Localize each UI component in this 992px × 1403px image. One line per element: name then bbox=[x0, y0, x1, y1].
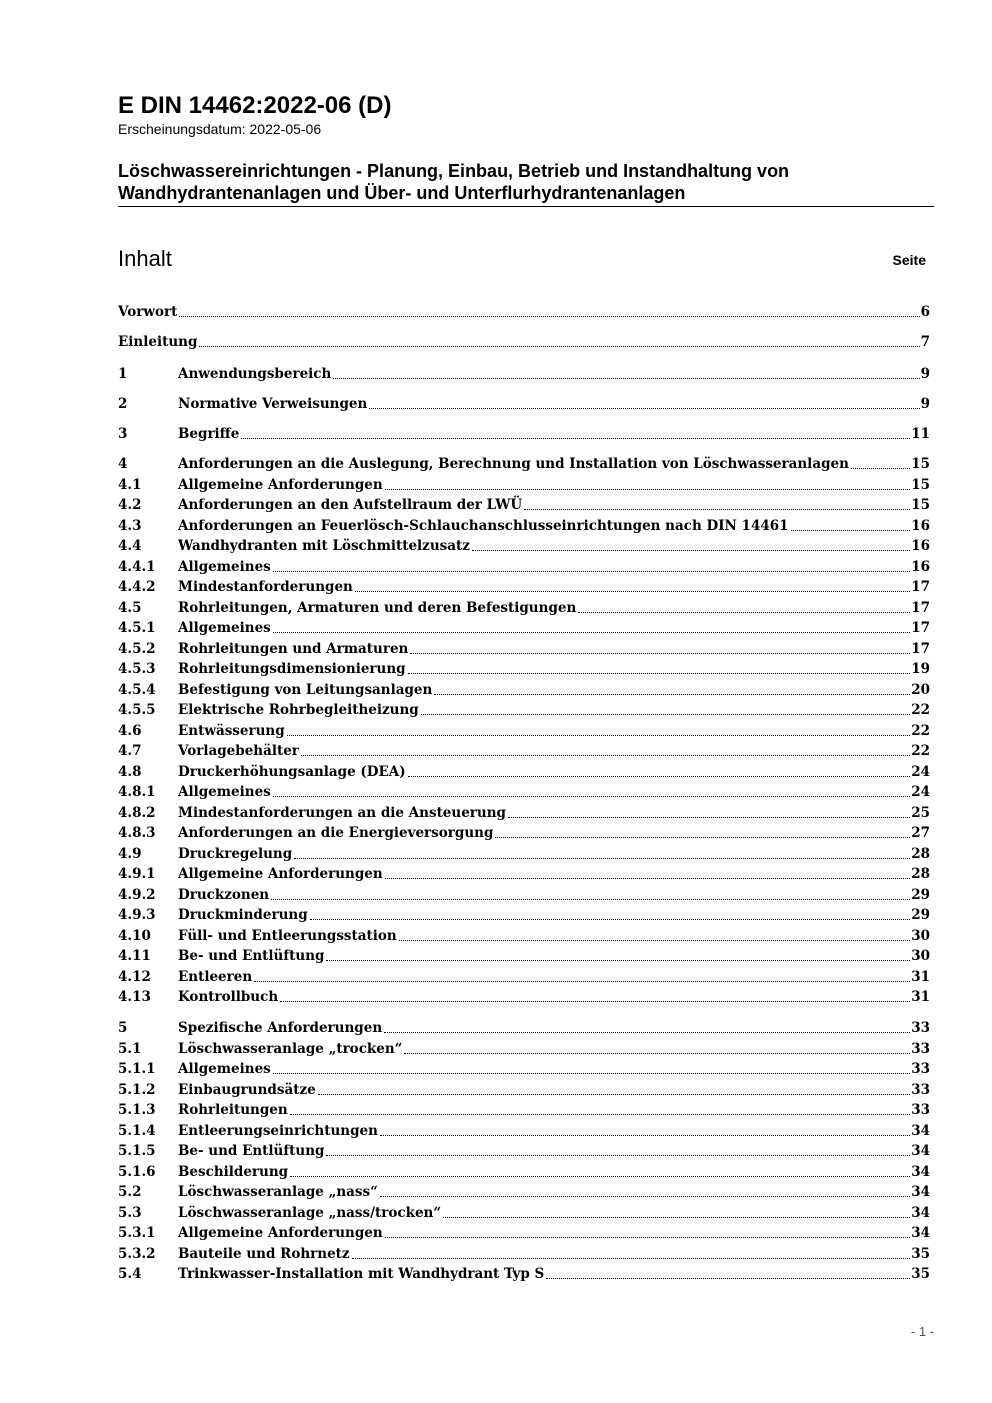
toc-entry-number: 4.9.3 bbox=[118, 907, 156, 923]
document-title-line-1: Löschwassereinrichtungen - Planung, Einbau, Betrieb und Instandhaltung von bbox=[118, 161, 790, 181]
toc-entry[interactable] bbox=[118, 987, 930, 1007]
toc-entry-number: 4.4.1 bbox=[118, 559, 156, 575]
toc-entry-number: 4.1 bbox=[118, 477, 142, 493]
toc-entry-page: 16 bbox=[911, 559, 930, 575]
toc-entry-number: 4.10 bbox=[118, 928, 151, 944]
toc-entry-page: 16 bbox=[911, 538, 930, 554]
toc-entry-title: Vorwort bbox=[118, 304, 178, 320]
toc-entry-title: Mindestanforderungen an die Ansteuerung bbox=[178, 805, 506, 821]
toc-entry-title: Rohrleitungsdimensionierung bbox=[178, 661, 406, 677]
toc-dot-leader bbox=[287, 735, 911, 736]
toc-entry-title: Anforderungen an den Aufstellraum der LWÜ bbox=[178, 497, 523, 513]
toc-entry[interactable] bbox=[118, 424, 930, 444]
toc-entry-number: 4 bbox=[118, 456, 128, 472]
toc-entry-number: 4.5.4 bbox=[118, 682, 156, 698]
toc-entry-title: Vorlagebehälter bbox=[178, 743, 299, 759]
toc-entry[interactable] bbox=[118, 364, 930, 384]
toc-entry-title: Anwendungsbereich bbox=[178, 366, 332, 382]
toc-entry-page: 34 bbox=[911, 1205, 930, 1221]
toc-entry[interactable] bbox=[118, 302, 930, 322]
toc-entry[interactable] bbox=[118, 905, 930, 925]
toc-entry-page: 34 bbox=[911, 1225, 930, 1241]
toc-entry-page: 17 bbox=[911, 600, 930, 616]
toc-entry[interactable] bbox=[118, 1264, 930, 1284]
toc-entry-title: Be- und Entlüftung bbox=[178, 948, 325, 964]
toc-dot-leader bbox=[421, 714, 910, 715]
toc-entry-title: Druckzonen bbox=[178, 887, 270, 903]
toc-entry-number: 5.1.5 bbox=[118, 1143, 156, 1159]
toc-entry[interactable] bbox=[118, 946, 930, 966]
footer-page-number: - 1 - bbox=[910, 1324, 934, 1339]
toc-entry-number: 4.5.1 bbox=[118, 620, 156, 636]
toc-entry[interactable] bbox=[118, 1223, 930, 1243]
toc-dot-leader bbox=[179, 316, 919, 317]
toc-dot-leader bbox=[290, 1176, 910, 1177]
toc-entry[interactable] bbox=[118, 741, 930, 761]
toc-entry-title: Be- und Entlüftung bbox=[178, 1143, 325, 1159]
document-title-line-2: Wandhydrantenanlagen und Über- und Unterflurhydrantenanlagen bbox=[118, 183, 686, 203]
toc-heading: Inhalt bbox=[118, 246, 172, 271]
toc-entry-title: Rohrleitungen und Armaturen bbox=[178, 641, 409, 657]
toc-entry-page: 34 bbox=[911, 1184, 930, 1200]
toc-entry[interactable] bbox=[118, 967, 930, 987]
toc-entry-number: 4.9 bbox=[118, 846, 142, 862]
toc-dot-leader bbox=[434, 694, 910, 695]
toc-entry[interactable] bbox=[118, 1100, 930, 1120]
publication-date: Erscheinungsdatum: 2022-05-06 bbox=[118, 121, 322, 137]
toc-entry[interactable] bbox=[118, 721, 930, 741]
toc-entry[interactable] bbox=[118, 1080, 930, 1100]
toc-dot-leader bbox=[851, 468, 910, 469]
toc-entry[interactable] bbox=[118, 557, 930, 577]
toc-entry-number: 4.9.1 bbox=[118, 866, 156, 882]
toc-entry-page: 17 bbox=[911, 579, 930, 595]
toc-entry-title: Füll- und Entleerungsstation bbox=[178, 928, 397, 944]
toc-entry-number: 1 bbox=[118, 366, 128, 382]
toc-entry-page: 30 bbox=[911, 948, 930, 964]
toc-entry-page: 22 bbox=[911, 702, 930, 718]
toc-dot-leader bbox=[352, 1258, 911, 1259]
toc-entry[interactable] bbox=[118, 536, 930, 556]
toc-dot-leader bbox=[301, 755, 910, 756]
toc-entry[interactable] bbox=[118, 803, 930, 823]
toc-dot-leader bbox=[578, 612, 910, 613]
toc-entry-title: Allgemeines bbox=[178, 784, 271, 800]
toc-dot-leader bbox=[404, 1053, 910, 1054]
toc-dot-leader bbox=[385, 878, 911, 879]
toc-entry-page: 24 bbox=[911, 784, 930, 800]
toc-entry-page: 31 bbox=[911, 989, 930, 1005]
toc-entry-page: 20 bbox=[911, 682, 930, 698]
toc-entry-title: Allgemeines bbox=[178, 559, 271, 575]
toc-entry[interactable] bbox=[118, 495, 930, 515]
toc-entry-number: 4.4.2 bbox=[118, 579, 156, 595]
toc-entry[interactable] bbox=[118, 1018, 930, 1038]
toc-entry[interactable] bbox=[118, 844, 930, 864]
toc-dot-leader bbox=[290, 1114, 910, 1115]
toc-dot-leader bbox=[318, 1094, 911, 1095]
toc-entry-page: 28 bbox=[911, 866, 930, 882]
toc-dot-leader bbox=[443, 1217, 910, 1218]
toc-entry-page: 33 bbox=[911, 1041, 930, 1057]
toc-entry-number: 5.1.6 bbox=[118, 1164, 156, 1180]
toc-entry-title: Entleeren bbox=[178, 969, 253, 985]
toc-entry-number: 3 bbox=[118, 426, 128, 442]
toc-entry-number: 5.1.4 bbox=[118, 1123, 156, 1139]
toc-entry[interactable] bbox=[118, 598, 930, 618]
toc-dot-leader bbox=[241, 438, 910, 439]
toc-entry-page: 9 bbox=[920, 396, 930, 412]
toc-entry-title: Allgemeine Anforderungen bbox=[178, 1225, 383, 1241]
toc-dot-leader bbox=[254, 981, 910, 982]
toc-entry-title: Druckerhöhungsanlage (DEA) bbox=[178, 764, 406, 780]
toc-dot-leader bbox=[791, 530, 911, 531]
toc-entry-number: 5.3 bbox=[118, 1205, 142, 1221]
toc-entry-title: Trinkwasser-Installation mit Wandhydrant Typ S bbox=[178, 1266, 545, 1282]
toc-entry-page: 34 bbox=[911, 1123, 930, 1139]
toc-entry-page: 22 bbox=[911, 723, 930, 739]
toc-entry-title: Allgemeine Anforderungen bbox=[178, 477, 383, 493]
toc-entry[interactable] bbox=[118, 659, 930, 679]
toc-entry-page: 15 bbox=[911, 456, 930, 472]
toc-entry-number: 5.4 bbox=[118, 1266, 142, 1282]
toc-entry-number: 5.3.2 bbox=[118, 1246, 156, 1262]
toc-entry-title: Rohrleitungen, Armaturen und deren Befestigungen bbox=[178, 600, 577, 616]
toc-dot-leader bbox=[310, 919, 911, 920]
toc-entry-number: 5.1.3 bbox=[118, 1102, 156, 1118]
toc-dot-leader bbox=[472, 550, 910, 551]
toc-entry-number: 5 bbox=[118, 1020, 128, 1036]
toc-dot-leader bbox=[294, 858, 910, 859]
toc-dot-leader bbox=[385, 489, 911, 490]
toc-entry-page: 28 bbox=[911, 846, 930, 862]
toc-entry-number: 4.4 bbox=[118, 538, 142, 554]
toc-entry-title: Allgemeine Anforderungen bbox=[178, 866, 383, 882]
toc-entry-title: Löschwasseranlage „nass/trocken“ bbox=[178, 1205, 442, 1221]
toc-entry-title: Entleerungseinrichtungen bbox=[178, 1123, 378, 1139]
toc-entry-title: Elektrische Rohrbegleitheizung bbox=[178, 702, 419, 718]
toc-entry-title: Entwässerung bbox=[178, 723, 285, 739]
toc-entry-title: Allgemeines bbox=[178, 620, 271, 636]
toc-entry[interactable] bbox=[118, 1121, 930, 1141]
toc-dot-leader bbox=[408, 673, 911, 674]
toc-dot-leader bbox=[399, 940, 911, 941]
toc-entry-number: 5.1 bbox=[118, 1041, 142, 1057]
toc-entry-title: Beschilderung bbox=[178, 1164, 289, 1180]
toc-entry-title: Spezifische Anforderungen bbox=[178, 1020, 383, 1036]
toc-entry-title: Einleitung bbox=[118, 334, 198, 350]
toc-entry[interactable] bbox=[118, 680, 930, 700]
toc-entry-page: 27 bbox=[911, 825, 930, 841]
toc-entry-page: 31 bbox=[911, 969, 930, 985]
toc-entry-title: Anforderungen an die Energieversorgung bbox=[178, 825, 494, 841]
toc-dot-leader bbox=[273, 632, 910, 633]
toc-entry-number: 4.13 bbox=[118, 989, 151, 1005]
toc-entry-title: Druckregelung bbox=[178, 846, 293, 862]
toc-entry[interactable] bbox=[118, 1244, 930, 1264]
toc-dot-leader bbox=[199, 346, 919, 347]
toc-entry-page: 11 bbox=[911, 426, 930, 442]
toc-entry-number: 4.6 bbox=[118, 723, 142, 739]
toc-dot-leader bbox=[273, 796, 910, 797]
toc-entry-page: 24 bbox=[911, 764, 930, 780]
toc-entry-title: Kontrollbuch bbox=[178, 989, 279, 1005]
toc-entry-page: 17 bbox=[911, 620, 930, 636]
toc-entry[interactable] bbox=[118, 577, 930, 597]
toc-entry-title: Löschwasseranlage „nass“ bbox=[178, 1184, 378, 1200]
toc-dot-leader bbox=[380, 1135, 910, 1136]
toc-entry-number: 4.12 bbox=[118, 969, 151, 985]
toc-entry-page: 19 bbox=[911, 661, 930, 677]
toc-dot-leader bbox=[369, 408, 919, 409]
toc-entry[interactable] bbox=[118, 926, 930, 946]
toc-entry-page: 33 bbox=[911, 1061, 930, 1077]
toc-dot-leader bbox=[546, 1278, 910, 1279]
toc-entry-page: 15 bbox=[911, 477, 930, 493]
toc-entry-title: Druckminderung bbox=[178, 907, 308, 923]
toc-entry-page: 6 bbox=[920, 304, 930, 320]
toc-dot-leader bbox=[333, 378, 919, 379]
toc-entry-page: 33 bbox=[911, 1020, 930, 1036]
toc-entry-page: 33 bbox=[911, 1102, 930, 1118]
toc-dot-leader bbox=[495, 837, 910, 838]
toc-dot-leader bbox=[273, 571, 910, 572]
toc-entry-number: 4.5.3 bbox=[118, 661, 156, 677]
toc-entry-number: 4.11 bbox=[118, 948, 151, 964]
toc-entry[interactable] bbox=[118, 332, 930, 352]
toc-entry[interactable] bbox=[118, 1203, 930, 1223]
toc-entry[interactable] bbox=[118, 885, 930, 905]
toc-entry[interactable] bbox=[118, 1141, 930, 1161]
toc-entry-page: 7 bbox=[920, 334, 930, 350]
toc-entry-page: 9 bbox=[920, 366, 930, 382]
toc-entry-page: 29 bbox=[911, 907, 930, 923]
toc-entry-title: Begriffe bbox=[178, 426, 240, 442]
toc-dot-leader bbox=[380, 1196, 910, 1197]
toc-dot-leader bbox=[326, 1155, 910, 1156]
toc-entry[interactable] bbox=[118, 516, 930, 536]
toc-entry-title: Bauteile und Rohrnetz bbox=[178, 1246, 350, 1262]
toc-entry[interactable] bbox=[118, 394, 930, 414]
toc-entry-page: 15 bbox=[911, 497, 930, 513]
toc-entry-page: 33 bbox=[911, 1082, 930, 1098]
toc-entry-page: 22 bbox=[911, 743, 930, 759]
toc-dot-leader bbox=[280, 1001, 910, 1002]
toc-entry-page: 17 bbox=[911, 641, 930, 657]
toc-entry-number: 5.3.1 bbox=[118, 1225, 156, 1241]
toc-dot-leader bbox=[408, 776, 911, 777]
toc-entry[interactable] bbox=[118, 782, 930, 802]
toc-entry-number: 4.5.2 bbox=[118, 641, 156, 657]
toc-entry-number: 5.1.2 bbox=[118, 1082, 156, 1098]
toc-entry[interactable] bbox=[118, 700, 930, 720]
toc-entry-page: 16 bbox=[911, 518, 930, 534]
toc-entry[interactable] bbox=[118, 864, 930, 884]
toc-entry-title: Normative Verweisungen bbox=[178, 396, 368, 412]
toc-entry[interactable] bbox=[118, 454, 930, 474]
toc-entry[interactable] bbox=[118, 823, 930, 843]
toc-entry-number: 4.5 bbox=[118, 600, 142, 616]
toc-entry[interactable] bbox=[118, 639, 930, 659]
toc-entry-number: 4.8.2 bbox=[118, 805, 156, 821]
toc-entry[interactable] bbox=[118, 1039, 930, 1059]
toc-dot-leader bbox=[385, 1237, 911, 1238]
toc-entry-title: Anforderungen an Feuerlösch-Schlauchanschlusseinrichtungen nach DIN 14461 bbox=[178, 518, 789, 534]
toc-entry-title: Rohrleitungen bbox=[178, 1102, 288, 1118]
toc-entry-title: Mindestanforderungen bbox=[178, 579, 353, 595]
toc-entry-number: 4.9.2 bbox=[118, 887, 156, 903]
toc-entry-number: 2 bbox=[118, 396, 128, 412]
toc-entry[interactable] bbox=[118, 1059, 930, 1079]
toc-dot-leader bbox=[271, 899, 910, 900]
toc-entry-number: 4.5.5 bbox=[118, 702, 156, 718]
toc-entry[interactable] bbox=[118, 1162, 930, 1182]
toc-entry-number: 4.8.1 bbox=[118, 784, 156, 800]
toc-dot-leader bbox=[355, 591, 910, 592]
toc-entry-page: 30 bbox=[911, 928, 930, 944]
toc-entry-number: 5.1.1 bbox=[118, 1061, 156, 1077]
toc-dot-leader bbox=[524, 509, 910, 510]
toc-dot-leader bbox=[273, 1073, 910, 1074]
toc-entry-number: 4.2 bbox=[118, 497, 142, 513]
toc-dot-leader bbox=[384, 1032, 910, 1033]
toc-entry-page: 35 bbox=[911, 1246, 930, 1262]
toc-entry-number: 5.2 bbox=[118, 1184, 142, 1200]
toc-entry[interactable] bbox=[118, 618, 930, 638]
toc-page-column-label: Seite bbox=[892, 252, 926, 268]
toc-entry-page: 25 bbox=[911, 805, 930, 821]
toc-entry-number: 4.7 bbox=[118, 743, 142, 759]
toc-entry[interactable] bbox=[118, 1182, 930, 1202]
toc-entry-title: Allgemeines bbox=[178, 1061, 271, 1077]
toc-dot-leader bbox=[326, 960, 910, 961]
document-id: E DIN 14462:2022-06 (D) bbox=[118, 92, 392, 119]
toc-entry[interactable] bbox=[118, 475, 930, 495]
toc-dot-leader bbox=[410, 653, 910, 654]
toc-entry-title: Wandhydranten mit Löschmittelzusatz bbox=[178, 538, 470, 554]
toc-entry[interactable] bbox=[118, 762, 930, 782]
toc-entry-title: Befestigung von Leitungsanlagen bbox=[178, 682, 433, 698]
toc-entry-number: 4.8 bbox=[118, 764, 142, 780]
toc-entry-number: 4.8.3 bbox=[118, 825, 156, 841]
toc-entry-page: 34 bbox=[911, 1164, 930, 1180]
toc-entry-page: 34 bbox=[911, 1143, 930, 1159]
toc-entry-title: Anforderungen an die Auslegung, Berechnung und Installation von Löschwasseranlagen bbox=[178, 456, 849, 472]
toc-entry-number: 4.3 bbox=[118, 518, 142, 534]
toc-entry-page: 35 bbox=[911, 1266, 930, 1282]
toc-entry-page: 29 bbox=[911, 887, 930, 903]
toc-dot-leader bbox=[508, 817, 910, 818]
toc-entry-title: Löschwasseranlage „trocken“ bbox=[178, 1041, 403, 1057]
toc-entry-title: Einbaugrundsätze bbox=[178, 1082, 316, 1098]
